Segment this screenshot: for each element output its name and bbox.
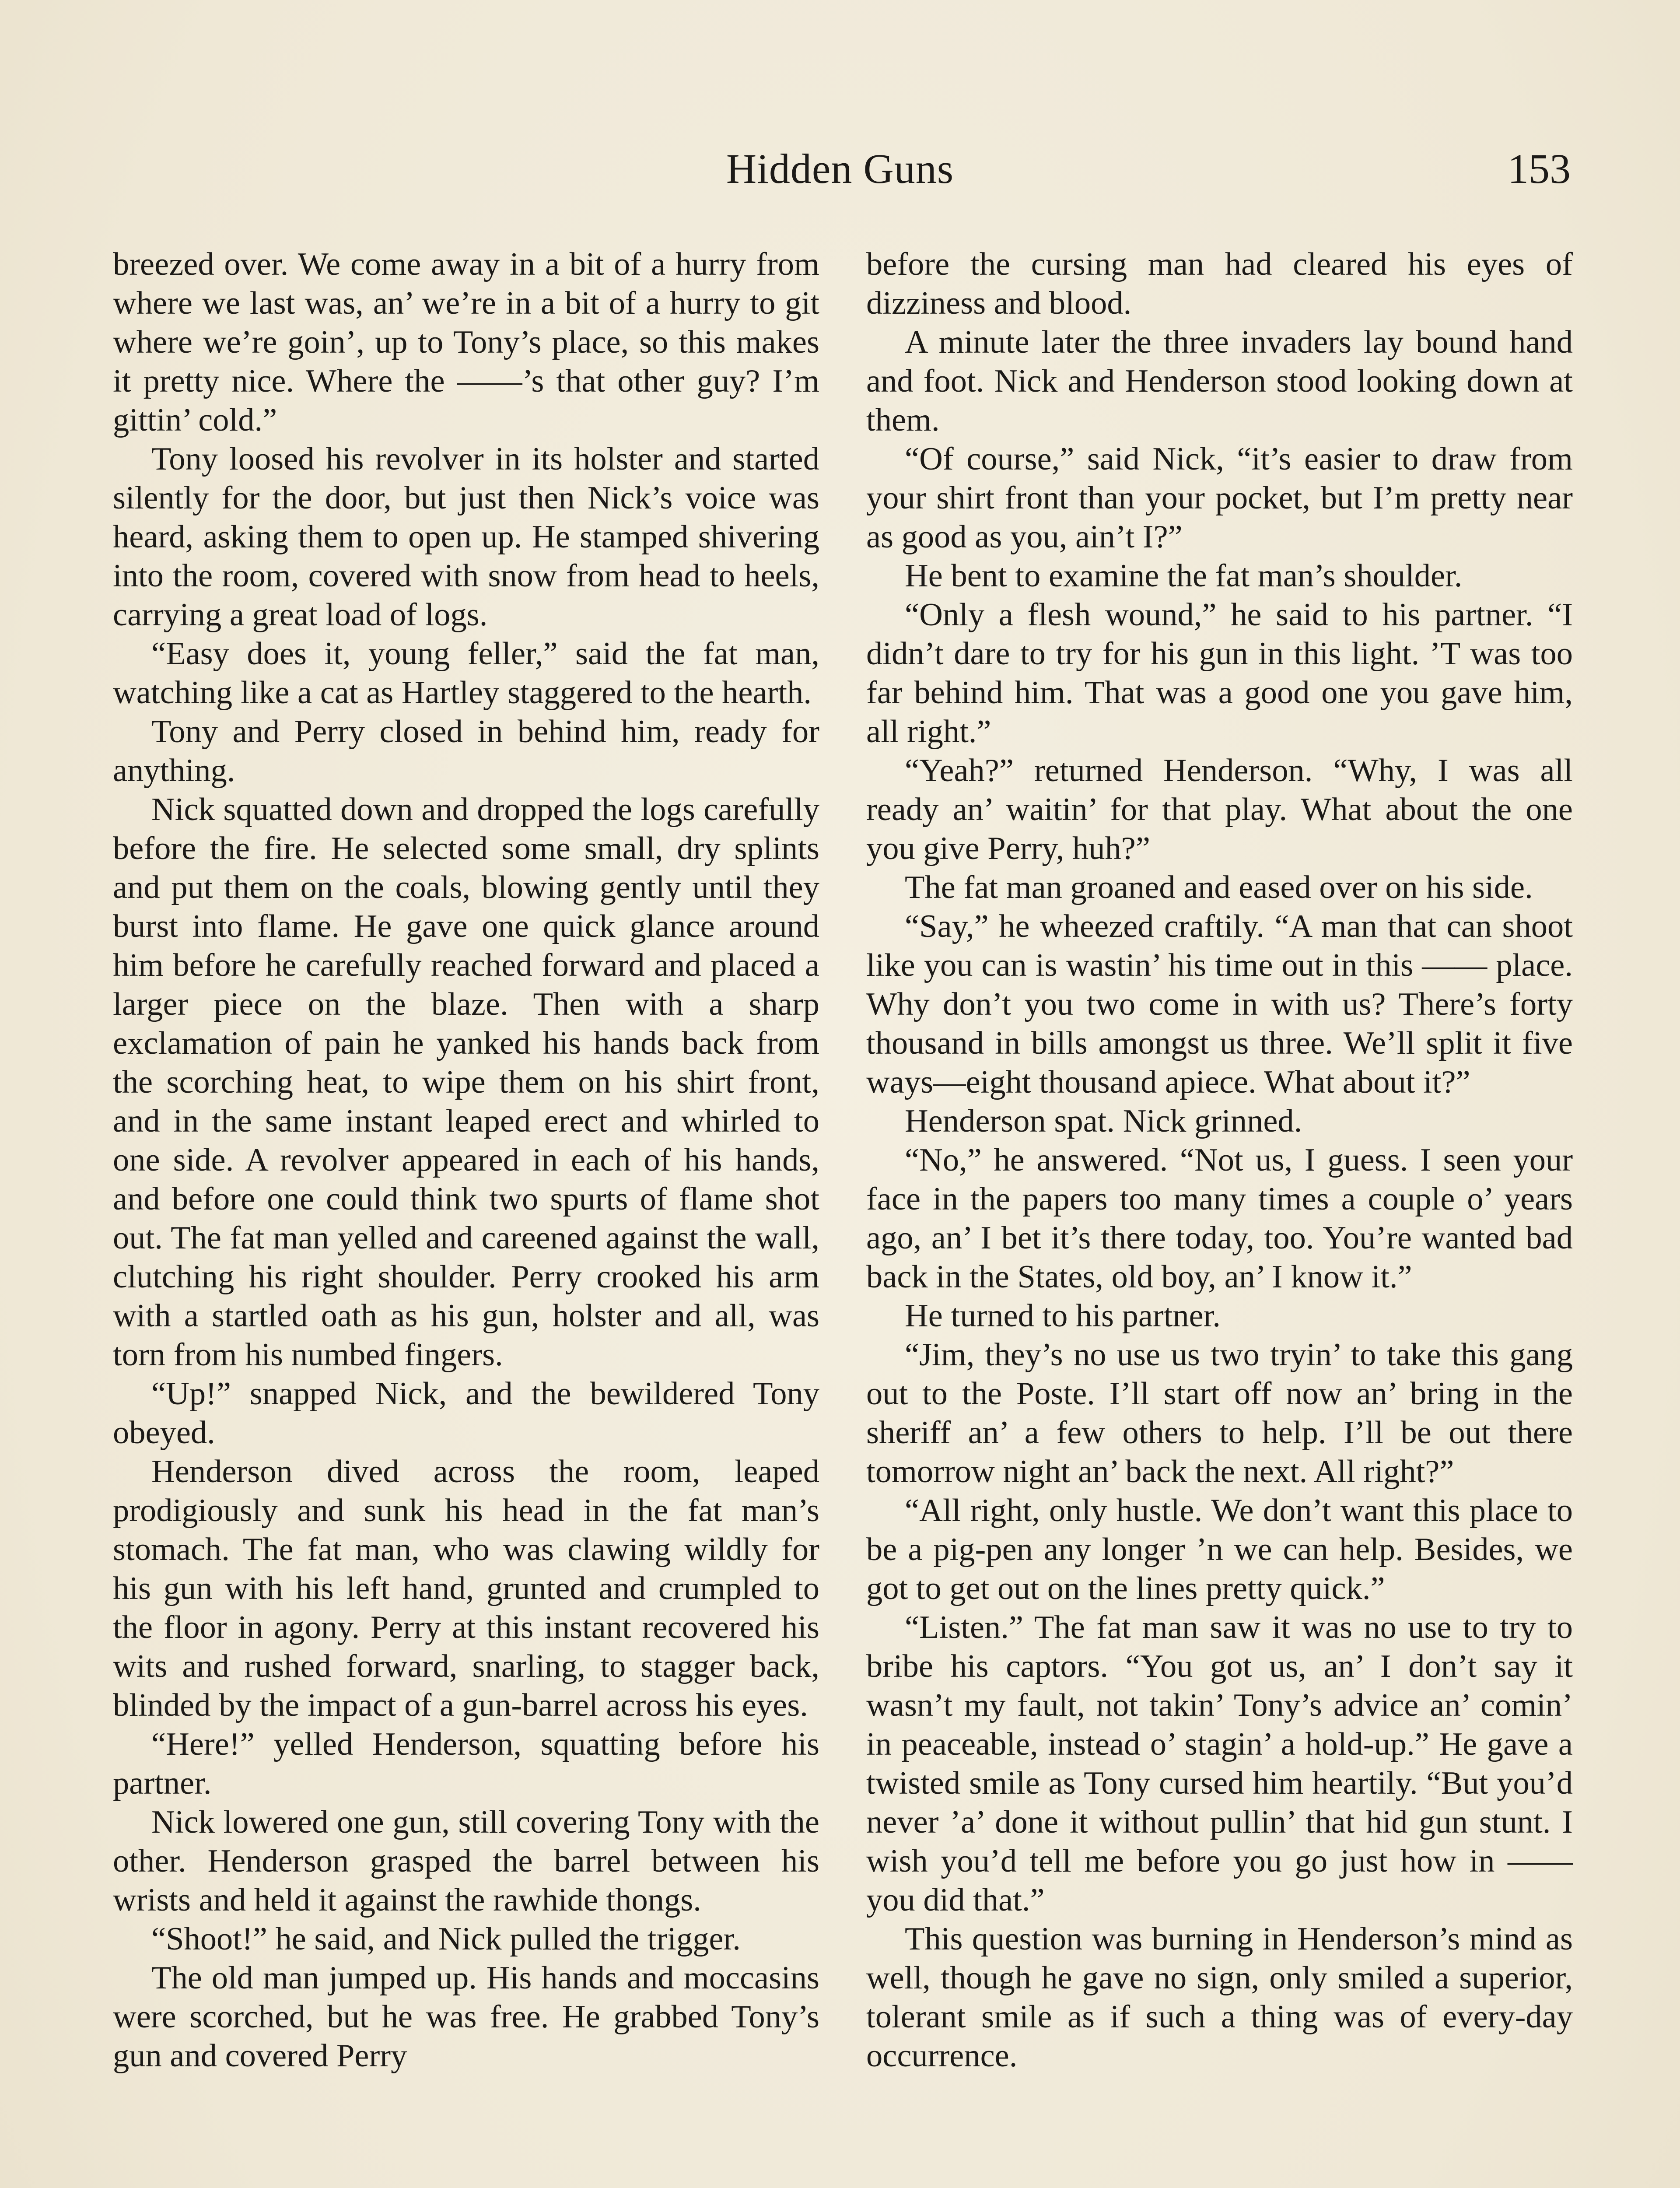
paragraph: A minute later the three invaders lay bound hand and foot. Nick and Henderson stood looking down at them. <box>866 324 1573 438</box>
paragraph: “All right, only hustle. We don’t want this place to be a pig-pen any longer ’n we can help. Besides, we got to get out on the lines pretty quick.” <box>866 1493 1573 1606</box>
paragraph: “Listen.” The fat man saw it was no use to try to bribe his captors. “You got us, an’ I don’t say it wasn’t my fault, not takin’ Tony’s advice an’ comin’ in peaceable, instead o’ stagin’ a hold-up.” He gave a twisted smile as Tony cursed him heartily. “But you’d never ’a’ done it without pullin’ that hid gun stunt. I wish you’d tell me before you go just how in —— you did that.” <box>866 1609 1573 1918</box>
paragraph: “Jim, they’s no use us two tryin’ to take this gang out to the Poste. I’ll start off now an’ bring in the sheriff an’ a few others to help. I’ll be out there tomorrow night an’ back the next. All right?” <box>866 1337 1573 1490</box>
paragraph: He turned to his partner. <box>905 1298 1221 1334</box>
paragraph: “Yeah?” returned Henderson. “Why, I was all ready an’ waitin’ for that play. What about the one you give Perry, huh?” <box>866 753 1573 866</box>
paragraph: “Of course,” said Nick, “it’s easier to draw from your shirt front than your pocket, but I’m pretty near as good as you, ain’t I?” <box>866 441 1573 555</box>
paragraph: He bent to examine the fat man’s shoulder. <box>905 558 1463 594</box>
running-title: Hidden Guns <box>726 145 954 192</box>
paragraph: before the cursing man had cleared his eyes of dizziness and blood. <box>866 246 1573 321</box>
paragraph: Henderson dived across the room, leaped prodigiously and sunk his head in the fat man’s stomach. The fat man, who was clawing wildly for his gun with his left hand, grunted and crumpled to the floor in agony. Perry at this instant recovered his wits and rushed forward, snarling, to stagger back, blinded by the impact of a gun-barrel across his eyes. <box>113 1454 819 1723</box>
paragraph: “No,” he answered. “Not us, I guess. I seen your face in the papers too many times a couple o’ years ago, an’ I bet it’s there today, too. You’re wanted bad back in the States, old boy, an’ I know it.” <box>866 1142 1573 1295</box>
paragraph: The old man jumped up. His hands and moccasins were scorched, but he was free. He grabbed Tony’s gun and covered Perry <box>113 1960 819 2074</box>
paragraph: “Up!” snapped Nick, and the bewildered Tony obeyed. <box>113 1376 819 1451</box>
paragraph: Nick lowered one gun, still covering Tony with the other. Henderson grasped the barrel between his wrists and held it against the rawhide thongs. <box>113 1804 819 1918</box>
paragraph: Tony and Perry closed in behind him, ready for anything. <box>113 714 819 789</box>
paragraph: breezed over. We come away in a bit of a hurry from where we last was, an’ we’re in a bit of a hurry to git where we’re goin’, up to Tony’s place, so this makes it pretty nice. Where the ——’s that other guy? I’m gittin’ cold.” <box>113 246 819 438</box>
paragraph: “Here!” yelled Henderson, squatting before his partner. <box>113 1726 819 1801</box>
paragraph: “Say,” he wheezed craftily. “A man that can shoot like you can is wastin’ his time out in this —— place. Why don’t you two come in with us? There’s forty thousand in bills amongst us three. We’ll split it five ways—eight thousand apiece. What about it?” <box>866 908 1573 1100</box>
paragraph: The fat man groaned and eased over on his side. <box>905 870 1533 905</box>
paragraph: “Shoot!” he said, and Nick pulled the trigger. <box>151 1921 741 1957</box>
paragraph: This question was burning in Henderson’s mind as well, though he gave no sign, only smiled a superior, tolerant smile as if such a thing was of every-day occurrence. <box>866 1921 1573 2074</box>
left-column <box>113 245 819 2076</box>
paragraph: Tony loosed his revolver in its holster and started silently for the door, but just then Nick’s voice was heard, asking them to open up. He stamped shivering into the room, covered with snow from head to heels, carrying a great load of logs. <box>113 441 819 633</box>
paragraph: Henderson spat. Nick grinned. <box>905 1103 1302 1139</box>
page-header <box>109 144 1571 197</box>
paragraph: “Only a flesh wound,” he said to his partner. “I didn’t dare to try for his gun in this light. ’T was too far behind him. That was a good one you gave him, all right.” <box>866 597 1573 750</box>
page-number: 153 <box>1508 145 1571 192</box>
paragraph: Nick squatted down and dropped the logs carefully before the fire. He selected some small, dry splints and put them on the coals, blowing gently until they burst into flame. He gave one quick glance around him before he carefully reached forward and placed a larger piece on the blaze. Then with a sharp exclamation of pain he yanked his hands back from the scorching heat, to wipe them on his shirt front, and in the same instant leaped erect and whirled to one side. A revolver appeared in each of his hands, and before one could think two spurts of flame shot out. The fat man yelled and careened against the wall, clutching his right shoulder. Perry crooked his arm with a startled oath as his gun, holster and all, was torn from his numbed fingers. <box>113 792 819 1373</box>
right-column <box>866 245 1573 2076</box>
paragraph: “Easy does it, young feller,” said the fat man, watching like a cat as Hartley staggered to the hearth. <box>113 636 819 711</box>
